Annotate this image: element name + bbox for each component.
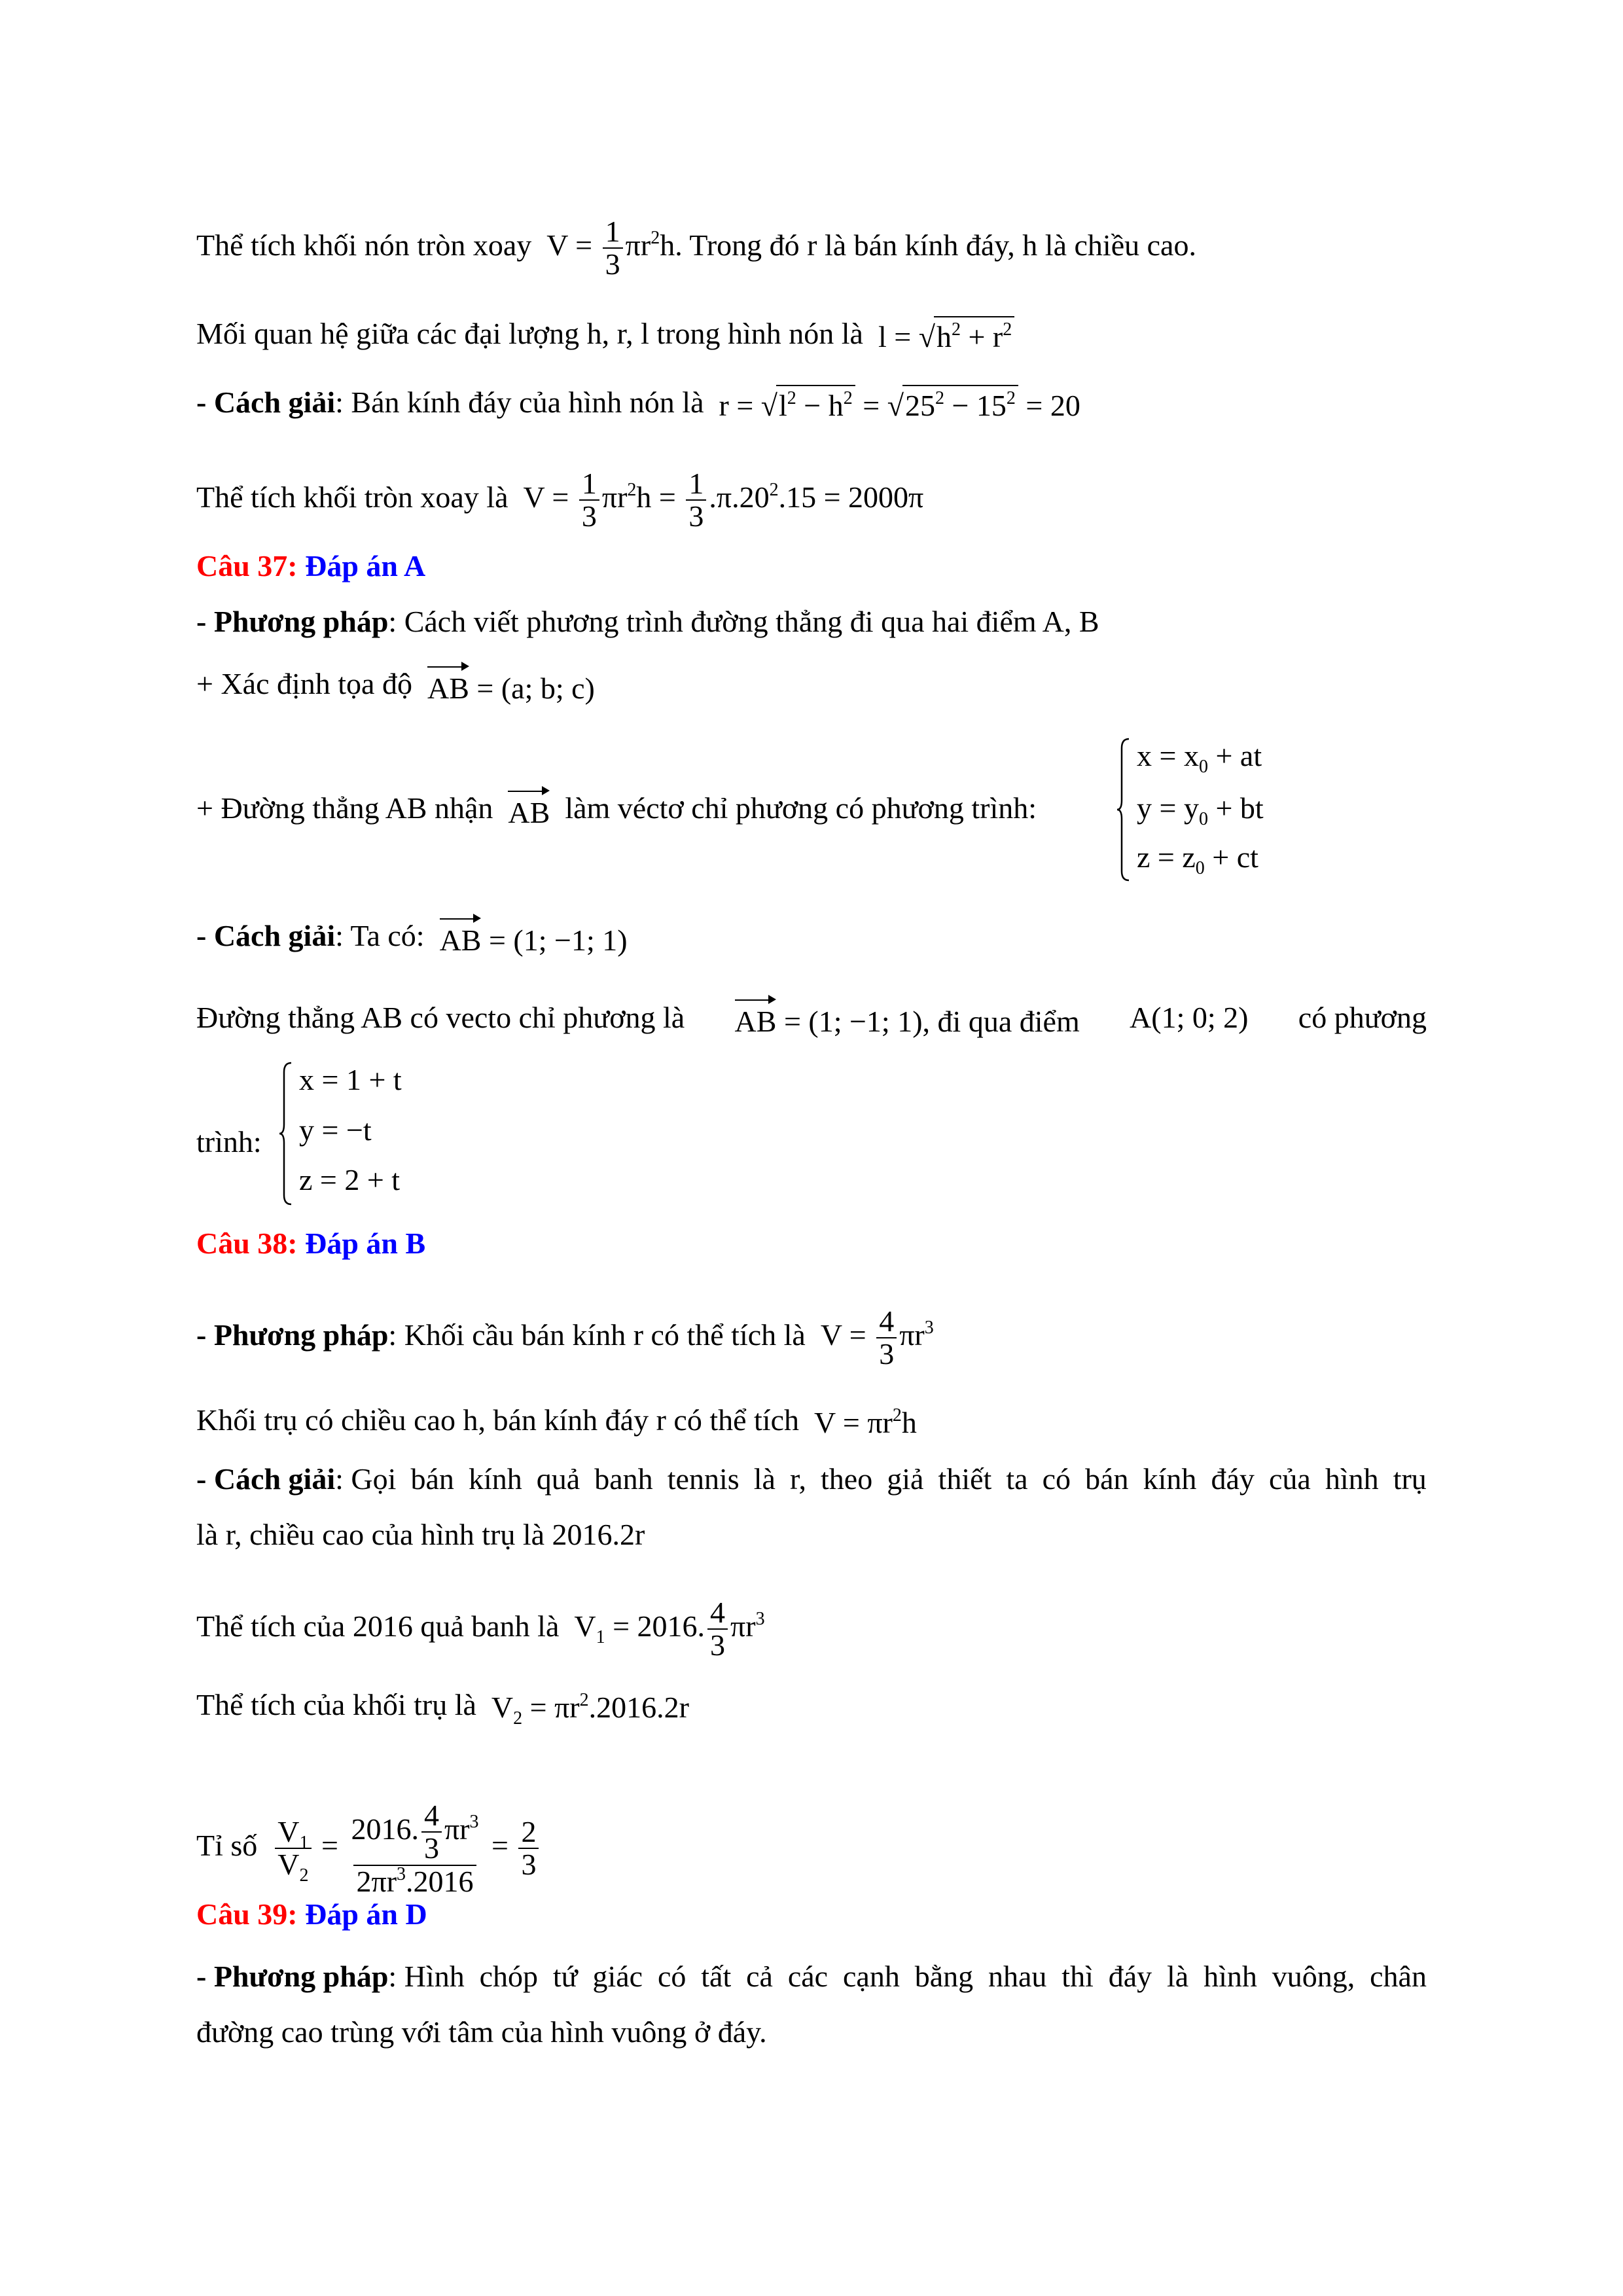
q37-result-label <box>196 1122 262 1162</box>
word: là <box>1167 1960 1189 1993</box>
word: cả <box>746 1960 773 1993</box>
word: hình <box>1204 1960 1257 1993</box>
word: vuông, <box>1272 1960 1355 1993</box>
cone-solution-line <box>196 383 1080 425</box>
text: : Bán kính đáy của hình nón là <box>335 386 704 419</box>
word: hình <box>1325 1462 1379 1496</box>
word: banh <box>594 1462 653 1496</box>
method-label: - Phương pháp <box>196 1318 389 1352</box>
q39-line2 <box>196 2013 767 2052</box>
text: Mối quan hệ giữa các đại lượng h, r, l trong hình nón là <box>196 317 863 350</box>
text: . Trong đó r là bán kính đáy, h là chiều cao. <box>675 228 1196 262</box>
text: Thể tích của khối trụ là <box>196 1688 476 1721</box>
text: có phương <box>1298 1001 1427 1034</box>
text: + Xác định tọa độ <box>196 667 412 700</box>
word: : Hình <box>388 1960 465 1993</box>
text: trình: <box>196 1125 262 1158</box>
word: có <box>1042 1462 1071 1496</box>
equation-z: z = 2 + t <box>299 1163 401 1196</box>
left-brace-icon <box>1116 736 1132 884</box>
answer-label: Đáp án D <box>305 1897 427 1931</box>
formula-sphere-volume: V = $\frac{4}{3}$ $\pi r^3$ <box>813 1304 934 1371</box>
solution-label: - Cách giải <box>196 1462 336 1496</box>
word: thiết <box>938 1462 992 1496</box>
word: chóp <box>479 1960 538 1993</box>
q38-heading <box>196 1224 425 1263</box>
word: r, <box>789 1462 806 1496</box>
word: tennis <box>667 1462 740 1496</box>
cone-volume-result-line <box>196 468 923 533</box>
general-line-system: $x = x_0$ + at $y = y_0$ + bt $z = z_0$ + ct <box>1116 736 1286 884</box>
formula-ab-vector: AB = (a; b; c) <box>419 665 594 708</box>
q38-solution-line2 <box>196 1515 645 1554</box>
q38-cylinder <box>196 1401 917 1443</box>
formula-ratio: $\frac{V_1}{V_2}$ = 2016. $\frac{4}{3}$ $\pi r^3$ $2\pi r^3.2016$ = $\frac{2}{3}$ <box>265 1800 542 1897</box>
question-label: Câu 38: <box>196 1227 298 1260</box>
word: bán <box>410 1462 454 1496</box>
text: Khối trụ có chiều cao h, bán kính đáy r có thể tích <box>196 1403 799 1437</box>
q37-method <box>196 602 1099 641</box>
answer-label: Đáp án B <box>305 1227 426 1260</box>
q38-solution <box>196 1460 1427 1499</box>
word: giác <box>592 1960 643 1993</box>
formula-cylinder-volume: $V = \pi r^2h$ <box>806 1405 917 1440</box>
word: tứ <box>552 1960 578 1993</box>
equation-y: y = −t <box>299 1113 372 1147</box>
equation-z: z = z <box>1137 840 1196 874</box>
word: : Gọi <box>335 1462 397 1496</box>
solution-label: - Cách giải <box>196 386 336 419</box>
text: : Khối cầu bán kính r có thể tích là <box>388 1318 806 1352</box>
word: kính <box>468 1462 522 1496</box>
text: + Đường thẳng AB nhận <box>196 791 493 825</box>
q37-heading <box>196 547 425 586</box>
word: cạnh <box>842 1960 900 1993</box>
word: bán <box>1085 1462 1129 1496</box>
question-label: Câu 37: <box>196 549 298 583</box>
formula-v2: $V_2 = \pi r^2.2016.2r$ <box>484 1690 689 1729</box>
word: chân <box>1370 1960 1427 1993</box>
answer-label: Đáp án A <box>305 549 426 583</box>
q37-line-direction <box>196 998 1427 1041</box>
text: : Cách viết phương trình đường thẳng đi qua hai điểm A, B <box>388 605 1099 638</box>
word: ta <box>1006 1462 1028 1496</box>
result-line-system <box>278 1060 448 1208</box>
word: tất <box>701 1960 732 1993</box>
q37-step2 <box>196 789 1037 833</box>
word: là <box>753 1462 776 1496</box>
text: Thể tích khối nón tròn xoay <box>196 228 532 262</box>
solution-label: - Cách giải <box>196 919 336 952</box>
text: Thể tích khối tròn xoay là <box>196 480 508 514</box>
text: là r, chiều cao của hình trụ là 2016.2r <box>196 1518 645 1551</box>
text: Thể tích của 2016 quả banh là <box>196 1609 560 1643</box>
word: nhau <box>988 1960 1047 1993</box>
text: , đi qua điểm <box>922 1005 1080 1038</box>
word: giả <box>887 1462 924 1496</box>
q37-step1 <box>196 664 595 708</box>
cone-relation-line <box>196 314 1014 357</box>
q37-solution <box>196 916 628 960</box>
cone-volume-line <box>196 216 1196 281</box>
word: kính <box>1143 1462 1197 1496</box>
left-brace-icon <box>278 1060 294 1208</box>
text: Đường thẳng AB có vecto chỉ phương là <box>196 1001 685 1034</box>
formula-ab-value: AB = (1; −1; 1), đi qua điểm <box>735 998 1080 1041</box>
formula-radius: $r = √l^2 - h^2 = √25^2 - 15^2 = 20$ <box>711 385 1080 425</box>
q38-cylinder-volume <box>196 1685 689 1727</box>
solution-word <box>196 1460 396 1499</box>
question-label: Câu 39: <box>196 1897 298 1931</box>
method-label: - Phương pháp <box>196 1960 389 1993</box>
word: đáy <box>1108 1960 1152 1993</box>
word: quả <box>536 1462 580 1496</box>
formula-point-a: A(1; 0; 2) <box>1130 1001 1249 1034</box>
text: : Ta có: <box>335 919 425 952</box>
word: có <box>657 1960 687 1993</box>
method-label: - Phương pháp <box>196 605 389 638</box>
word: đáy <box>1211 1462 1255 1496</box>
q38-method <box>196 1306 934 1371</box>
text: đường cao trùng với tâm của hình vuông ở đáy. <box>196 2015 767 2049</box>
word: theo <box>821 1462 873 1496</box>
formula-v1: $V_1 = 2016$. $\frac{4}{3}$ $\pi r^3$ <box>566 1596 765 1662</box>
word: thì <box>1061 1960 1094 1993</box>
word: các <box>787 1960 829 1993</box>
word: trụ <box>1393 1462 1427 1496</box>
equation-y: y = y <box>1137 791 1199 825</box>
formula-volume-result: V = $\frac{1}{3}$ $\pi r^2h$ = $\frac{1}{3}$ $.\pi.20^2.15 = 2000\pi$ <box>516 467 924 533</box>
text: làm véctơ chỉ phương có phương trình: <box>565 791 1037 825</box>
formula-slant: $l = √h^2 + r^2$ <box>870 316 1014 357</box>
word: của <box>1268 1462 1311 1496</box>
q38-ratio <box>196 1800 541 1897</box>
q39-heading <box>196 1895 427 1934</box>
formula-cone-volume: V = $\frac{1}{3}$ $\pi r^2h$ <box>539 215 675 281</box>
q39-method <box>196 1957 1427 1996</box>
text: Tỉ số <box>196 1829 258 1863</box>
method-word <box>196 1957 465 1996</box>
q38-balls <box>196 1597 765 1662</box>
formula-ab-value: AB = (1; −1; 1) <box>432 917 628 960</box>
formula-ab-vector: AB <box>501 789 558 833</box>
equation-x: x = 1 + t <box>299 1063 402 1096</box>
equation-x: x = x <box>1137 739 1199 772</box>
word: bằng <box>914 1960 974 1993</box>
